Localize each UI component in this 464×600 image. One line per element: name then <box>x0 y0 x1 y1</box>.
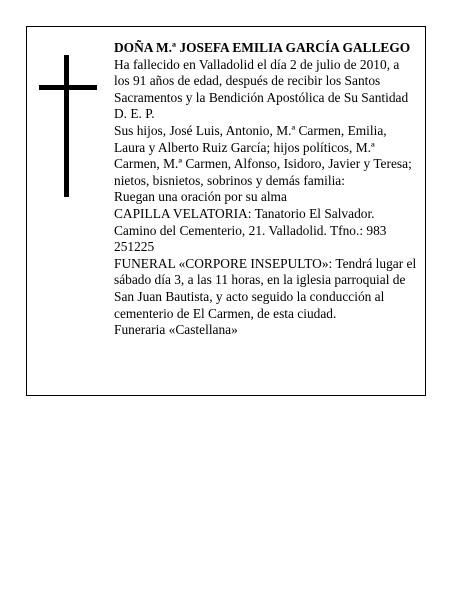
deceased-name: DOÑA M.ª JOSEFA EMILIA GARCÍA GALLEGO <box>114 40 411 55</box>
funeral-home: Funeraria «Castellana» <box>114 322 238 338</box>
chapel-info: CAPILLA VELATORIA: Tanatorio El Salvador. Camino del Cementerio, 21. Valladolid. Tfno.: 983 251225 <box>114 205 387 255</box>
cross-horizontal-bar <box>39 85 97 90</box>
death-announcement: Ha fallecido en Valladolid el día 2 de julio de 2010, a los 91 años de edad, después de recibir los Santos Sacramentos y la Bendición Apostólica de Su Santidad <box>114 56 409 105</box>
rest-in-peace: D. E. P. <box>114 106 155 122</box>
family-list: Sus hijos, José Luis, Antonio, M.ª Carmen, Emilia, Laura y Alberto Ruiz García; hijos políticos, M.ª Carmen, M.ª Carmen, Alfonso, Isidoro, Javier y Teresa; nietos, bisnietos, sobrinos y demás familia: <box>114 122 412 188</box>
latin-cross-icon <box>39 55 97 197</box>
obituary-notice <box>26 26 426 396</box>
funeral-info: FUNERAL «CORPORE INSEPULTO»: Tendrá lugar el sábado día 3, a las 11 horas, en la iglesia parroquial de San Juan Bautista, y acto seguido la conducción al cementerio de El Carmen, de esta ciudad. <box>114 255 417 321</box>
prayer-request: Ruegan una oración por su alma <box>114 189 287 205</box>
cross-vertical-bar <box>64 55 69 197</box>
obituary-text <box>114 40 426 339</box>
